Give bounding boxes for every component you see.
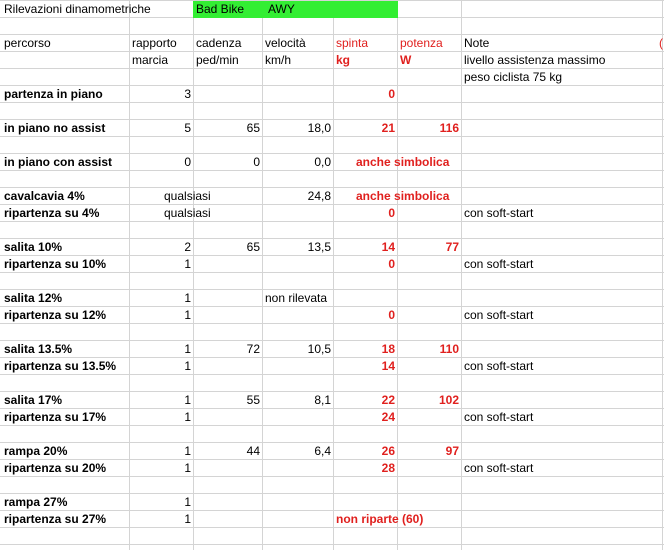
header-cadenza[interactable]: cadenza (196, 36, 242, 50)
row-gridline (0, 289, 664, 290)
cell-spinta[interactable]: 22 (381, 393, 395, 407)
cell-rapporto[interactable]: 2 (184, 240, 191, 254)
cell-percorso[interactable]: ripartenza su 12% (4, 308, 107, 322)
cell-potenza[interactable]: 116 (439, 121, 459, 135)
cell-spinta[interactable]: 0 (388, 308, 395, 322)
cell-velocita[interactable]: 6,4 (314, 444, 331, 458)
row-gridline (0, 340, 664, 341)
cell-velocita[interactable]: 18,0 (307, 121, 331, 135)
cell-rapporto[interactable]: 0 (184, 155, 191, 169)
row-gridline (0, 187, 664, 188)
cell-rapporto[interactable]: 1 (184, 410, 191, 424)
row-gridline (0, 238, 664, 239)
header-percorso[interactable]: percorso (4, 36, 51, 50)
cell-percorso[interactable]: partenza in piano (4, 87, 103, 101)
clipped-cell-mark: ( (659, 36, 663, 50)
cell-percorso[interactable]: ripartenza su 17% (4, 410, 107, 424)
cell-percorso[interactable]: salita 13.5% (4, 342, 73, 356)
row-gridline (0, 34, 664, 35)
cell-spinta[interactable]: 14 (381, 240, 395, 254)
cell-spinta[interactable]: 0 (388, 206, 395, 220)
cell-velocita[interactable]: 0,0 (314, 155, 331, 169)
cell-percorso[interactable]: salita 12% (4, 291, 63, 305)
cell-potenza[interactable]: 77 (445, 240, 459, 254)
cell-rapporto[interactable]: 1 (184, 495, 191, 509)
cell-velocita[interactable]: 24,8 (307, 189, 331, 203)
cell-percorso[interactable]: rampa 20% (4, 444, 68, 458)
row-gridline (0, 391, 664, 392)
cell-percorso[interactable]: ripartenza su 4% (4, 206, 100, 220)
cell-spinta-note[interactable]: non riparte (60) (336, 512, 424, 526)
cell-cadenza[interactable]: 0 (253, 155, 260, 169)
header-note-3[interactable]: peso ciclista 75 kg (464, 70, 563, 84)
cell-rapporto[interactable]: 1 (184, 291, 191, 305)
cell-velocita[interactable]: non rilevata (265, 291, 328, 305)
row-gridline (0, 204, 664, 205)
cell-note[interactable]: con soft-start (464, 359, 534, 373)
cell-rapporto[interactable]: 1 (184, 393, 191, 407)
model-label[interactable]: AWY (268, 2, 295, 16)
cell-spinta[interactable]: 28 (381, 461, 395, 475)
cell-cadenza[interactable]: 65 (246, 240, 260, 254)
header-note-2[interactable]: livello assistenza massimo (464, 53, 606, 67)
cell-potenza[interactable]: 102 (438, 393, 459, 407)
cell-rapporto[interactable]: qualsiasi (164, 206, 211, 220)
cell-percorso[interactable]: salita 10% (4, 240, 63, 254)
cell-rapporto[interactable]: 1 (184, 512, 191, 526)
cell-spinta-note[interactable]: anche simbolica (356, 189, 450, 203)
cell-note[interactable]: con soft-start (464, 308, 534, 322)
cell-percorso[interactable]: ripartenza su 13.5% (4, 359, 117, 373)
cell-percorso[interactable]: in piano con assist (4, 155, 113, 169)
cell-spinta[interactable]: 0 (388, 257, 395, 271)
cell-potenza[interactable]: 97 (445, 444, 459, 458)
cell-rapporto[interactable]: 5 (184, 121, 191, 135)
header-note[interactable]: Note (464, 36, 490, 50)
cell-spinta[interactable]: 24 (381, 410, 395, 424)
cell-note[interactable]: con soft-start (464, 206, 534, 220)
cell-note[interactable]: con soft-start (464, 410, 534, 424)
cell-spinta-note[interactable]: anche simbolica (356, 155, 450, 169)
cell-rapporto[interactable]: 3 (184, 87, 191, 101)
cell-percorso[interactable]: cavalcavia 4% (4, 189, 85, 203)
cell-rapporto[interactable]: 1 (184, 257, 191, 271)
cell-note[interactable]: con soft-start (464, 461, 534, 475)
row-gridline (0, 544, 664, 545)
header-marcia[interactable]: marcia (132, 53, 169, 67)
cell-percorso[interactable]: ripartenza su 10% (4, 257, 107, 271)
cell-percorso[interactable]: ripartenza su 20% (4, 461, 107, 475)
cell-spinta[interactable]: 0 (388, 87, 395, 101)
sheet-title[interactable]: Rilevazioni dinamometriche (4, 2, 151, 16)
cell-rapporto[interactable]: 1 (184, 444, 191, 458)
cell-rapporto[interactable]: 1 (184, 359, 191, 373)
cell-spinta[interactable]: 14 (381, 359, 395, 373)
header-kmh[interactable]: km/h (265, 53, 292, 67)
column-gridline (662, 0, 663, 550)
header-kg[interactable]: kg (336, 53, 351, 67)
row-gridline (0, 221, 664, 222)
cell-rapporto[interactable]: 1 (184, 342, 191, 356)
header-w[interactable]: W (400, 53, 412, 67)
header-pedmin[interactable]: ped/min (196, 53, 239, 67)
cell-spinta[interactable]: 21 (381, 121, 395, 135)
cell-percorso[interactable]: rampa 27% (4, 495, 68, 509)
row-gridline (0, 442, 664, 443)
row-gridline (0, 493, 664, 494)
column-gridline (397, 0, 398, 550)
header-rapporto[interactable]: rapporto (132, 36, 177, 50)
cell-velocita[interactable]: 13,5 (307, 240, 331, 254)
cell-velocita[interactable]: 10,5 (307, 342, 331, 356)
cell-cadenza[interactable]: 65 (246, 121, 260, 135)
cell-note[interactable]: con soft-start (464, 257, 534, 271)
cell-percorso[interactable]: in piano no assist (4, 121, 106, 135)
column-gridline (193, 0, 194, 550)
cell-potenza[interactable]: 110 (439, 342, 459, 356)
cell-rapporto[interactable]: 1 (184, 461, 191, 475)
cell-percorso[interactable]: salita 17% (4, 393, 63, 407)
cell-cadenza[interactable]: 72 (246, 342, 260, 356)
bike-label[interactable]: Bad Bike (196, 2, 245, 16)
cell-spinta[interactable]: 18 (381, 342, 395, 356)
cell-velocita[interactable]: 8,1 (314, 393, 331, 407)
header-velocita[interactable]: velocità (265, 36, 306, 50)
cell-rapporto[interactable]: qualsiasi (164, 189, 211, 203)
column-gridline (262, 0, 263, 550)
cell-percorso[interactable]: ripartenza su 27% (4, 512, 107, 526)
header-spinta[interactable]: spinta (336, 36, 369, 50)
cell-rapporto[interactable]: 1 (184, 308, 191, 322)
cell-spinta[interactable]: 26 (381, 444, 395, 458)
cell-cadenza[interactable]: 55 (246, 393, 260, 407)
header-potenza[interactable]: potenza (400, 36, 443, 50)
cell-cadenza[interactable]: 44 (246, 444, 260, 458)
column-gridline (461, 0, 462, 550)
